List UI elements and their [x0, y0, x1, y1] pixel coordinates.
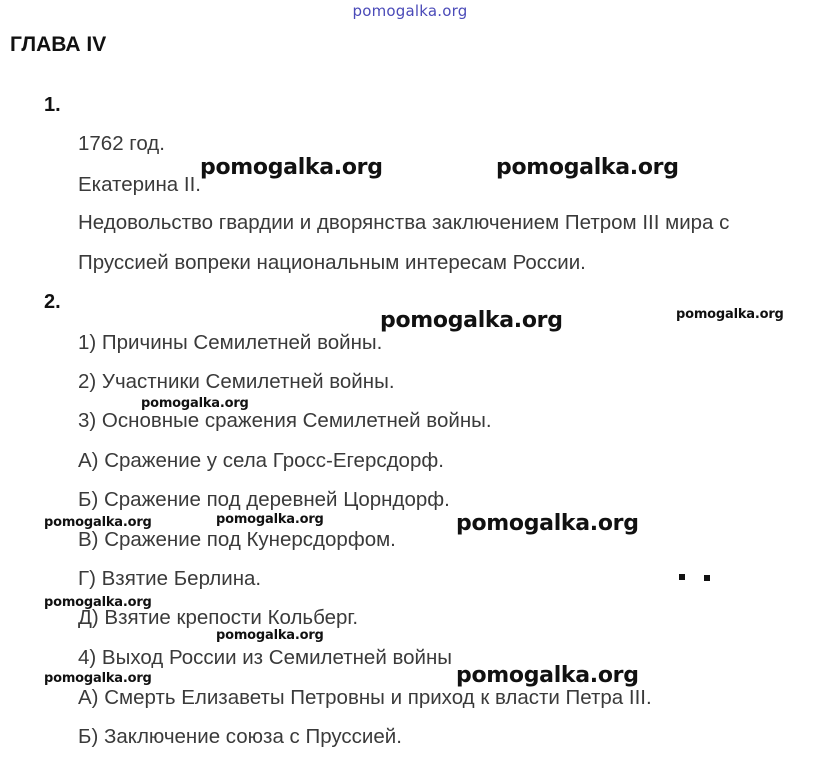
section-1-line: Пруссией вопреки национальным интересам России.	[78, 251, 586, 274]
watermark-large: pomogalka.org	[456, 511, 639, 536]
section-1-line: Недовольство гвардии и дворянства заключением Петром III мира с	[78, 211, 730, 234]
watermark-small: pomogalka.org	[216, 512, 324, 527]
watermark-small: pomogalka.org	[44, 595, 152, 610]
section-1-line: 1762 год.	[78, 132, 165, 155]
section-2-line: 3) Основные сражения Семилетней войны.	[78, 409, 492, 432]
watermark-small: pomogalka.org	[676, 307, 784, 322]
decorative-dot	[679, 574, 685, 580]
watermark-large: pomogalka.org	[380, 308, 563, 333]
decorative-dot	[704, 575, 710, 581]
watermark-small: pomogalka.org	[141, 396, 249, 411]
section-2-line: Б) Сражение под деревней Цорндорф.	[78, 488, 450, 511]
watermark-small: pomogalka.org	[44, 515, 152, 530]
section-2-line: 2) Участники Семилетней войны.	[78, 370, 395, 393]
chapter-title: ГЛАВА IV	[10, 33, 107, 56]
watermark-large: pomogalka.org	[200, 155, 383, 180]
watermark-small: pomogalka.org	[44, 671, 152, 686]
section-2-line: 1) Причины Семилетней войны.	[78, 331, 383, 354]
section-2-line: А) Смерть Елизаветы Петровны и приход к власти Петра III.	[78, 686, 652, 709]
watermark-large: pomogalka.org	[456, 663, 639, 688]
section-2-number: 2.	[44, 291, 61, 313]
section-2-line: А) Сражение у села Гросс-Егерсдорф.	[78, 449, 444, 472]
section-2-line: Г) Взятие Берлина.	[78, 567, 262, 590]
watermark-small: pomogalka.org	[216, 628, 324, 643]
section-2-line: В) Сражение под Кунерсдорфом.	[78, 528, 396, 551]
watermark-large: pomogalka.org	[496, 155, 679, 180]
section-1-number: 1.	[44, 94, 61, 116]
site-watermark-top: pomogalka.org	[352, 2, 468, 20]
section-2-line: 4) Выход России из Семилетней войны	[78, 646, 453, 669]
section-1-line: Екатерина II.	[78, 173, 201, 196]
section-2-line: Д) Взятие крепости Кольберг.	[78, 606, 359, 629]
section-2-line: Б) Заключение союза с Пруссией.	[78, 725, 402, 748]
